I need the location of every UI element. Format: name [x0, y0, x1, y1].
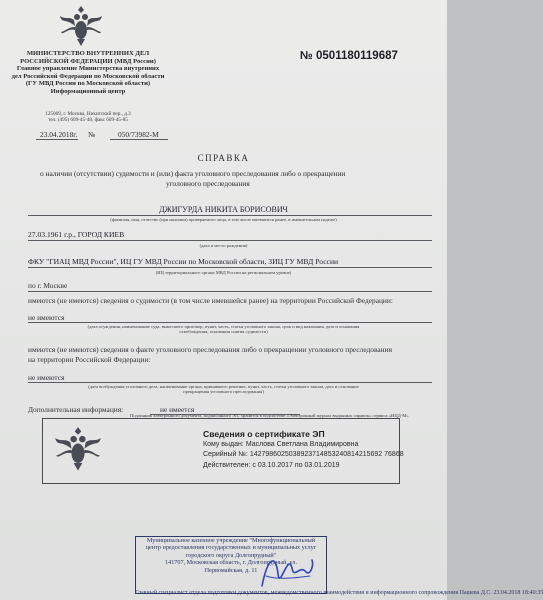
caption-record [0, 324, 447, 335]
number-sign: № [88, 130, 96, 139]
stamp-line-5: Первомайская, д. 11 [204, 566, 258, 574]
eagle-emblem-small-icon [53, 425, 103, 475]
ministry-line-3: Главное управление Министерства внутренних [16, 65, 160, 73]
ministry-line-6: Информационный центр [50, 87, 126, 95]
double-headed-eagle-emblem-icon [58, 6, 104, 48]
ministry-line-2: РОССИЙСКОЙ ФЕДЕРАЦИИ (МВД России) [20, 57, 156, 65]
serial-label: Серийный №: [203, 451, 248, 458]
certificate-serial-number: № 0501180119687 [300, 50, 398, 62]
page-title: СПРАВКА [197, 153, 250, 163]
certificate-serial [203, 451, 404, 458]
address-line-2: тел. (495) 609-45-48, факс 609-45-85 [48, 117, 128, 123]
issue-date: 23.04.2018г. [40, 130, 78, 139]
outgoing-number: 050/73982-М [118, 130, 159, 139]
valid-value: с 03.10.2017 по 03.01.2019 [252, 462, 340, 469]
caption-birth: (дата и место рождения) [199, 243, 248, 248]
person-full-name: ДЖИГУРДА НИКИТА БОРИСОВИЧ [159, 205, 288, 214]
prosecution-heading-line-2: на территории Российской Федерации: [28, 355, 151, 364]
ministry-line-1: МИНИСТЕРСТВО ВНУТРЕННИХ ДЕЛ [26, 50, 150, 57]
certificate-validity [203, 462, 340, 469]
ministry-address [4, 111, 172, 123]
valid-label: Действителен: [203, 462, 251, 469]
caption-record-line-1: (дата осуждения, наименование суда, вынесшего приговор, пункт, часть, статья уголовного закона, срок и вид наказания, дата и основания [87, 324, 360, 329]
address-line-1: 125009, г. Москва, Никитский пер., д.3 [45, 111, 131, 117]
ministry-header [4, 50, 172, 96]
criminal-record-value: не имеются [28, 313, 65, 322]
prosecution-value: не имеются [28, 373, 65, 382]
stamp-line-3: городского округа Долгопрудный" [185, 551, 277, 559]
stamp-line-1: Муниципальное казенное учреждение "Многофункциональный [146, 537, 316, 544]
certificate-issued-to [203, 441, 358, 448]
stamp-line-4: 141707, Московская область, г. Долгопрудный, ул. [165, 559, 297, 567]
stamp-line-6: Главный специалист отдела подготовки документов, межведомственного взаимодействия и информационного сопровождения Пашева Д.С. 23.04.2018 18:40:35 [135, 590, 543, 596]
handwritten-signature-icon [258, 546, 316, 596]
signature-certificate-box [42, 418, 404, 484]
additional-info-value: не имеется [160, 405, 195, 414]
additional-info-label: Дополнительная информация: [28, 405, 124, 414]
ministry-line-5: (ГУ МВД России по Московской области) [25, 80, 151, 88]
ministry-line-4: дел Российской Федерации по Московской области [11, 72, 165, 80]
caption-name: (фамилия, имя, отчество (при наличии) проверяемого лица, в том числе имевшиеся ранее, в именительном падеже) [110, 217, 337, 222]
subtitle-line-1: о наличии (отсутствии) судимости и (или) факта уголовного преследования либо о прекращении [40, 169, 346, 178]
caption-prosecution-line-2: прекращения уголовного преследования) [183, 389, 264, 395]
criminal-record-heading: имеются (не имеются) сведения о судимости (в том числе имевшейся ранее) на территории Российской Федерации: [28, 296, 393, 305]
prosecution-heading-line-1: имеются (не имеются) сведения о факте уголовного преследования либо о прекращении уголовного преследования [28, 345, 392, 354]
caption-prosecution [0, 384, 447, 395]
caption-prosecution-line-1: (дата возбуждения уголовного дела, наименование органа, принявшего решение, пункт, часть, статья уголовного закона, дата и основание [88, 384, 359, 389]
electronic-signature-note: Подлинник электронного документа, подписанного ЭП, хранится в подсистеме «Электронный журнал выданных справок» сервиса «ИЦД-М» [130, 413, 409, 418]
person-birth-data: 27.03.1961 г.р., ГОРОД КИЕВ [28, 230, 125, 239]
data-source-agencies: ФКУ "ГИАЦ МВД России", ИЦ ГУ МВД России по Московской области, ЗИЦ ГУ МВД России [28, 257, 339, 266]
subtitle-line-2: уголовного преследования [166, 179, 250, 188]
issued-to-label: Кому выдан: [203, 441, 244, 448]
certificate-title: Сведения о сертификате ЭП [203, 429, 325, 439]
caption-source: (ИЦ территориального органа МВД России на региональном уровне) [155, 270, 292, 275]
region-value: по г. Москве [28, 281, 68, 290]
issued-to-value: Маслова Светлана Владимировна [245, 441, 359, 448]
serial-value: 1427986025038923714853240814215692 76868 [249, 451, 404, 458]
stamp-line-2: центр предоставления государственных и муниципальных услуг [145, 544, 317, 552]
caption-record-line-2: освобождения, основания снятия судимости) [179, 329, 268, 335]
